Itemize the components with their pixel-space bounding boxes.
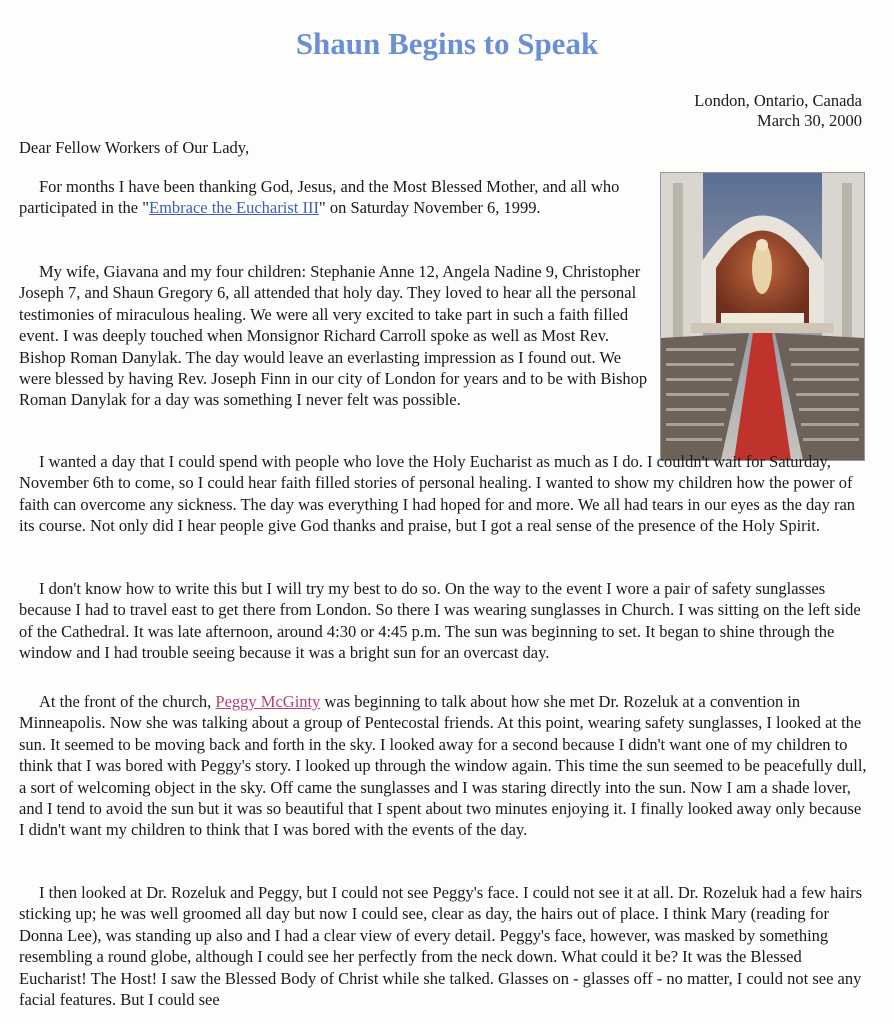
paragraph-3: I wanted a day that I could spend with people who love the Holy Eucharist as much as I do. I couldn't wait for Saturday, November 6th to come, so I could hear faith filled stories of personal healing. I wanted to show my children how the power of faith can overcome any sickness. The day was everything I had hoped for and more. We all had tears in our eyes as the day ran its course. Not only did I hear people give God thanks and praise, but I got a real sense of the presence of the Holy Spirit. [19,452,856,536]
paragraph-4: I don't know how to write this but I will try my best to do so. On the way to the event I wore a pair of safety sunglasses because I had to travel east to get there from London. So there I was wearing sunglasses in Church. I was sitting on the left side of the Cathedral. It was late afternoon, around 4:30 or 4:45 p.m. The sun was beginning to set. It began to shine through the window and I had trouble seeing because it was a bright sun for an overcast day. [19,579,861,663]
date: March 30, 2000 [757,111,862,130]
paragraph-5: At the front of the church, Peggy McGinty was beginning to talk about how she met Dr. Rozeluk at a convention in Minneapolis. Now she was talking about a group of Pentecostal friends. At this point, wearing safety sunglasses, I looked at the sun. It seemed to be moving back and forth in the sky. I looked away for a second because I didn't want one of my children to think that I was bored with Peggy's story. I looked up through the window again. This time the sun seemed to be peacefully dull, a sort of welcoming object in the sky. Off came the sunglasses and I was staring directly into the sun. Now I am a shade lover, and I tend to avoid the sun but it was so beautiful that I spent about two minutes enjoying it. I finally looked away only because I didn't want my children to think that I was bored with the events of the day. [19,692,867,840]
dateline [694,91,862,131]
salutation: Dear Fellow Workers of Our Lady, [19,138,250,157]
peggy-mcginty-link[interactable]: Peggy McGinty [215,692,321,711]
cathedral-photo [660,172,865,461]
embrace-eucharist-link[interactable]: Embrace the Eucharist III [148,198,319,218]
paragraph-1: For months I have been thanking God, Jesus, and the Most Blessed Mother, and all who participated in the "Embrace the Eucharist III" on Saturday November 6, 1999. [19,177,620,218]
page-title: Shaun Begins to Speak [295,26,599,61]
location: London, Ontario, Canada [694,91,862,110]
paragraph-2: My wife, Giavana and my four children: Stephanie Anne 12, Angela Nadine 9, Christopher Joseph 7, and Shaun Gregory 6, all attended that holy day. They loved to hear all the personal testimonies of miraculous healing. We were all very excited to take part in such a faith filled event. I was deeply touched when Monsignor Richard Carroll spoke as well as Most Rev. Bishop Roman Danylak. The day would leave an everlasting impression as I found out. We were blessed by having Rev. Joseph Finn in our city of London for years and to be with Bishop Roman Danylak for a day was something I never felt was possible. [19,262,648,410]
paragraph-6: I then looked at Dr. Rozeluk and Peggy, but I could not see Peggy's face. I could not see it at all. Dr. Rozeluk had a few hairs sticking up; he was well groomed all day but now I could see, clear as day, the hairs out of place. I think Mary (reading for Donna Lee), was standing up also and I had a clear view of every detail. Peggy's face, however, was masked by something resembling a round globe, although I could see her perfectly from the neck down. What could it be? It was the Blessed Eucharist! The Host! I saw the Blessed Body of Christ while she talked. Glasses on - glasses off - no matter, I could not see any facial features. But I could see [19,883,863,1010]
